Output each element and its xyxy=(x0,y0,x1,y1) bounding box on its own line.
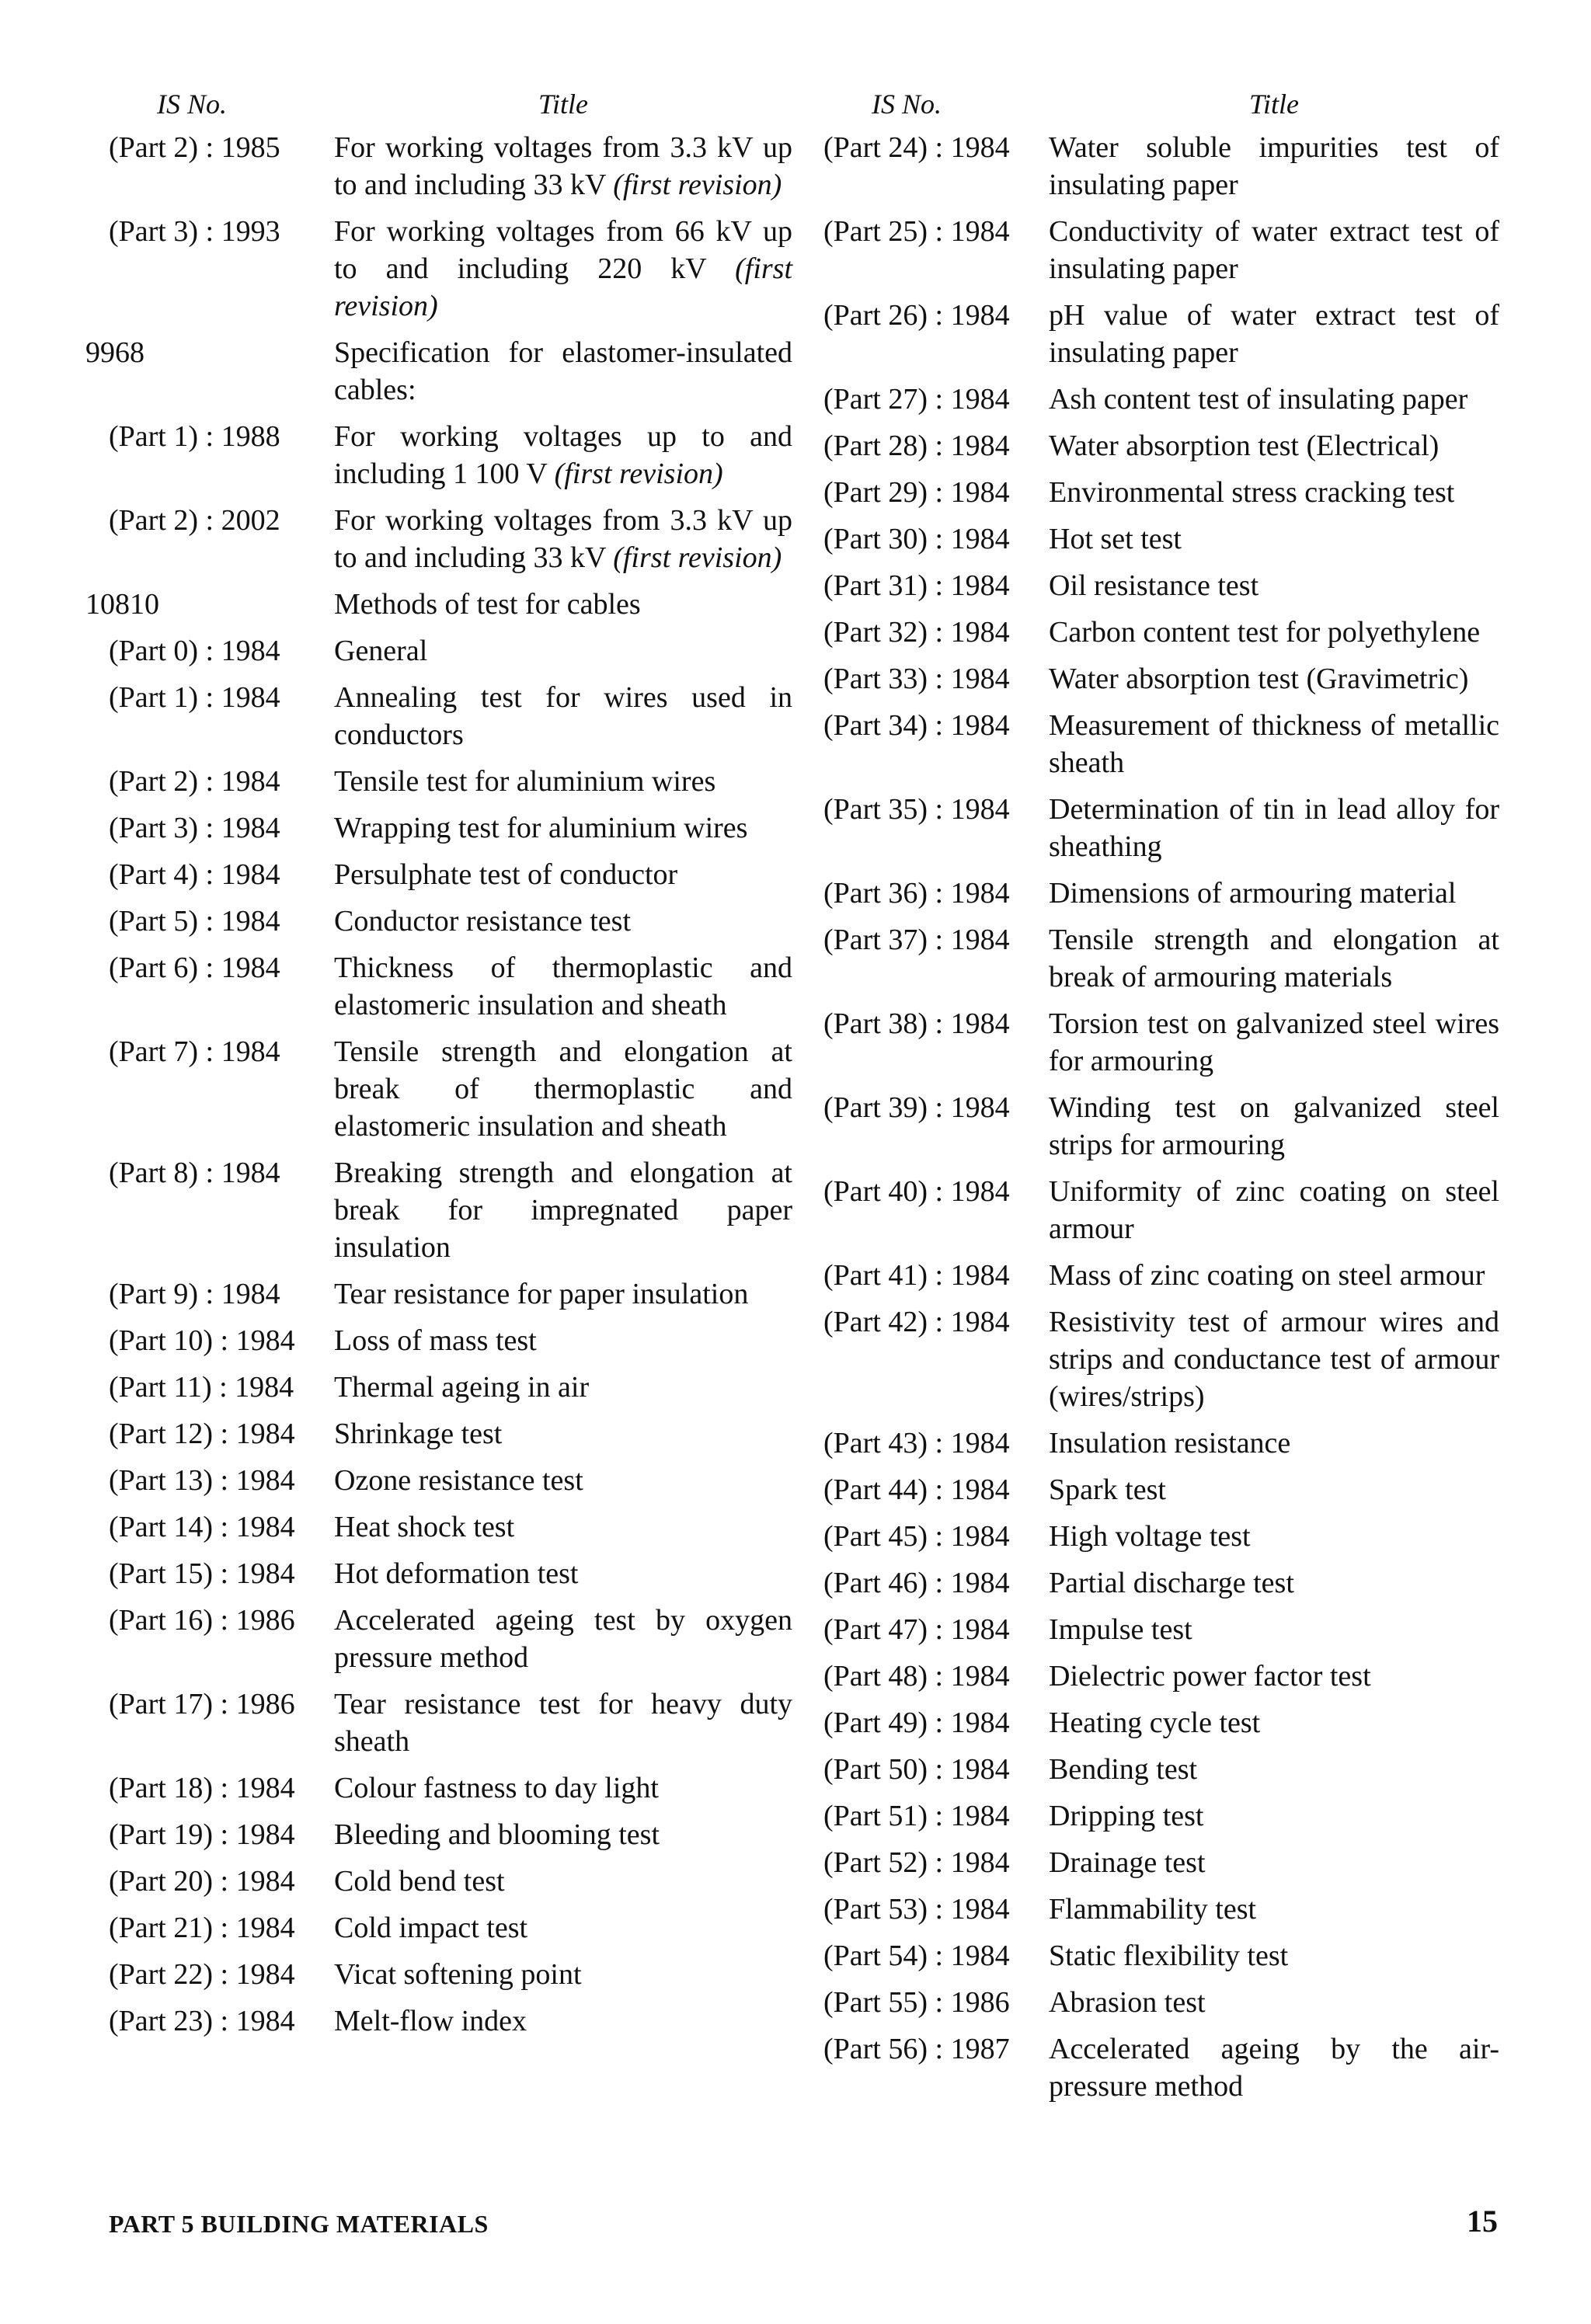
standard-entry xyxy=(109,418,792,492)
is-number: (Part 34) : 1984 xyxy=(823,709,1010,742)
title-text: Specification for elastomer-insulated cables: xyxy=(334,336,792,406)
standard-title xyxy=(1049,791,1499,865)
is-number: (Part 27) : 1984 xyxy=(823,383,1010,416)
is-number: (Part 43) : 1984 xyxy=(823,1427,1010,1459)
title-text: Dielectric power factor test xyxy=(1049,1660,1371,1693)
title-text: Tear resistance for paper insulation xyxy=(334,1278,749,1310)
standard-title xyxy=(1049,1471,1499,1508)
title-text: Mass of zinc coating on steel armour xyxy=(1049,1259,1485,1292)
title-text: Impulse test xyxy=(1049,1613,1192,1646)
standard-entry xyxy=(109,1369,792,1406)
standard-title xyxy=(334,1508,792,1546)
title-text: Loss of mass test xyxy=(334,1324,537,1357)
standard-entry xyxy=(823,614,1499,651)
is-number: (Part 56) : 1987 xyxy=(823,2033,1010,2065)
standard-title xyxy=(1049,1937,1499,1974)
standard-entry xyxy=(823,1518,1499,1555)
title-text: Static flexibility test xyxy=(1049,1940,1289,1972)
is-number: (Part 35) : 1984 xyxy=(823,793,1010,826)
standard-entry xyxy=(823,1751,1499,1788)
left-column xyxy=(85,87,793,2049)
standard-title xyxy=(334,1863,792,1900)
title-header: Title xyxy=(538,89,589,120)
standard-entry xyxy=(823,1797,1499,1835)
is-number: (Part 7) : 1984 xyxy=(109,1035,280,1068)
standard-title xyxy=(334,856,792,893)
standard-title xyxy=(1049,614,1499,651)
title-text: Tensile strength and elongation at break of thermoplastic and elastomeric insulation and sheath xyxy=(334,1035,792,1143)
title-text: Vicat softening point xyxy=(334,1958,582,1991)
is-number: (Part 18) : 1984 xyxy=(109,1772,295,1804)
standard-entry xyxy=(109,903,792,940)
right-column-header xyxy=(823,87,1499,121)
standard-entry xyxy=(823,1704,1499,1741)
standard-entry xyxy=(823,1564,1499,1602)
standard-title xyxy=(1049,1425,1499,1462)
standard-entry xyxy=(109,1602,792,1676)
title-text: Hot deformation test xyxy=(334,1557,579,1590)
standard-title xyxy=(334,1602,792,1676)
is-number: (Part 2) : 1984 xyxy=(109,765,280,798)
title-text: Winding test on galvanized steel strips for armouring xyxy=(1049,1091,1499,1161)
standard-entry xyxy=(109,1462,792,1499)
standard-entry xyxy=(823,1471,1499,1508)
standard-entry xyxy=(823,297,1499,371)
revision-note: (first revision) xyxy=(613,169,782,201)
title-text: Melt-flow index xyxy=(334,2005,527,2037)
title-text: Tensile test for aluminium wires xyxy=(334,765,716,798)
standard-title xyxy=(1049,875,1499,912)
is-number: (Part 8) : 1984 xyxy=(109,1157,280,1189)
standard-entry xyxy=(109,1154,792,1266)
title-text: Oil resistance test xyxy=(1049,569,1259,602)
is-number: (Part 5) : 1984 xyxy=(109,905,280,938)
standard-entry xyxy=(823,707,1499,781)
title-text: Cold impact test xyxy=(334,1912,528,1944)
is-number: (Part 23) : 1984 xyxy=(109,2005,295,2037)
is-number: (Part 15) : 1984 xyxy=(109,1557,295,1590)
standard-entry xyxy=(109,679,792,753)
standard-title xyxy=(1049,1257,1499,1294)
is-number: (Part 54) : 1984 xyxy=(823,1940,1010,1972)
title-text: Bleeding and blooming test xyxy=(334,1818,660,1851)
standard-entry xyxy=(823,567,1499,604)
title-text: Water absorption test (Electrical) xyxy=(1049,430,1440,462)
standard-title xyxy=(334,1769,792,1807)
title-text: Dimensions of armouring material xyxy=(1049,877,1457,910)
title-text: Measurement of thickness of metallic sheath xyxy=(1049,709,1499,779)
is-number: (Part 6) : 1984 xyxy=(109,952,280,984)
is-number: (Part 0) : 1984 xyxy=(109,635,280,667)
is-number: (Part 52) : 1984 xyxy=(823,1846,1010,1879)
is-number: (Part 25) : 1984 xyxy=(823,215,1010,248)
standard-title xyxy=(334,809,792,847)
standard-entry xyxy=(109,502,792,576)
standard-entry xyxy=(823,1303,1499,1415)
standard-entry xyxy=(109,1956,792,1993)
standard-title xyxy=(1049,1797,1499,1835)
is-number: (Part 29) : 1984 xyxy=(823,476,1010,509)
title-text: pH value of water extract test of insulating paper xyxy=(1049,299,1499,369)
title-text: Drainage test xyxy=(1049,1846,1206,1879)
standard-title xyxy=(334,129,792,204)
title-text: Hot set test xyxy=(1049,523,1182,555)
right-entry-list xyxy=(823,129,1499,2105)
standard-title xyxy=(1049,921,1499,996)
is-number: (Part 41) : 1984 xyxy=(823,1259,1010,1292)
is-number: (Part 24) : 1984 xyxy=(823,131,1010,164)
is-number: (Part 33) : 1984 xyxy=(823,663,1010,695)
standard-entry xyxy=(109,1863,792,1900)
standard-title xyxy=(334,679,792,753)
left-entry-list xyxy=(85,129,793,2040)
title-text: Bending test xyxy=(1049,1753,1198,1786)
standard-title xyxy=(1049,381,1499,418)
title-text: Accelerated ageing by the air-pressure method xyxy=(1049,2033,1499,2103)
standard-title xyxy=(1049,297,1499,371)
title-text: Breaking strength and elongation at break for impregnated paper insulation xyxy=(334,1157,792,1264)
standard-entry xyxy=(109,763,792,800)
title-text: Methods of test for cables xyxy=(334,588,641,621)
standard-entry xyxy=(109,1033,792,1145)
title-text: Insulation resistance xyxy=(1049,1427,1291,1459)
is-number: (Part 47) : 1984 xyxy=(823,1613,1010,1646)
title-text: Uniformity of zinc coating on steel armour xyxy=(1049,1175,1499,1245)
standard-title xyxy=(1049,1089,1499,1164)
is-number: 9968 xyxy=(85,336,144,369)
is-number: (Part 21) : 1984 xyxy=(109,1912,295,1944)
standard-title xyxy=(1049,1611,1499,1648)
title-text: Thickness of thermoplastic and elastomeric insulation and sheath xyxy=(334,952,792,1021)
standard-title xyxy=(1049,1564,1499,1602)
standard-entry xyxy=(109,856,792,893)
revision-note: (first revision) xyxy=(334,252,793,322)
title-text: For working voltages from 3.3 kV up to and including 33 kV xyxy=(334,131,792,201)
is-number: (Part 9) : 1984 xyxy=(109,1278,280,1310)
standard-entry xyxy=(823,1173,1499,1247)
is-number: (Part 12) : 1984 xyxy=(109,1418,295,1450)
standard-entry xyxy=(823,1937,1499,1974)
standard-entry xyxy=(109,1508,792,1546)
title-text: Torsion test on galvanized steel wires for armouring xyxy=(1049,1007,1499,1077)
standard-title xyxy=(334,1275,792,1313)
standard-entry xyxy=(823,1425,1499,1462)
standard-title xyxy=(1049,427,1499,464)
standard-entry xyxy=(109,632,792,670)
standard-title xyxy=(334,1909,792,1947)
standard-entry xyxy=(823,921,1499,996)
title-text: Spark test xyxy=(1049,1473,1166,1506)
standard-title xyxy=(1049,2030,1499,2105)
standard-title xyxy=(334,502,792,576)
is-number: (Part 51) : 1984 xyxy=(823,1800,1010,1832)
standard-title xyxy=(334,1033,792,1145)
standard-title xyxy=(1049,1984,1499,2021)
title-text: Partial discharge test xyxy=(1049,1567,1294,1599)
standard-title xyxy=(334,2002,792,2040)
is-number: (Part 2) : 1985 xyxy=(109,131,280,164)
is-number: (Part 48) : 1984 xyxy=(823,1660,1010,1693)
standard-title xyxy=(334,334,792,409)
is-number: (Part 39) : 1984 xyxy=(823,1091,1010,1124)
is-number: (Part 13) : 1984 xyxy=(109,1464,295,1497)
right-column xyxy=(823,87,1499,2114)
title-text: Ash content test of insulating paper xyxy=(1049,383,1468,416)
title-text: Annealing test for wires used in conductors xyxy=(334,681,792,751)
standard-title xyxy=(1049,660,1499,698)
standard-title xyxy=(334,632,792,670)
standard-title xyxy=(334,1369,792,1406)
title-text: Environmental stress cracking test xyxy=(1049,476,1455,509)
title-text: Carbon content test for polyethylene xyxy=(1049,616,1481,649)
title-text: Colour fastness to day light xyxy=(334,1772,659,1804)
standard-entry xyxy=(109,1686,792,1760)
standard-title xyxy=(1049,567,1499,604)
title-text: General xyxy=(334,635,428,667)
title-text: Accelerated ageing test by oxygen pressure method xyxy=(334,1604,792,1674)
is-number: (Part 45) : 1984 xyxy=(823,1520,1010,1553)
standard-title xyxy=(1049,1751,1499,1788)
standard-entry xyxy=(109,129,792,204)
standard-title xyxy=(1049,213,1499,287)
standard-title xyxy=(1049,520,1499,558)
is-number: (Part 31) : 1984 xyxy=(823,569,1010,602)
standard-entry xyxy=(823,1005,1499,1080)
standard-title xyxy=(334,1686,792,1760)
standard-entry xyxy=(823,2030,1499,2105)
is-number: (Part 55) : 1986 xyxy=(823,1986,1010,2019)
standard-entry xyxy=(109,949,792,1024)
is-number: (Part 26) : 1984 xyxy=(823,299,1010,332)
is-number: (Part 2) : 2002 xyxy=(109,504,280,537)
title-text: Cold bend test xyxy=(334,1865,505,1898)
standard-entry xyxy=(109,1555,792,1592)
footer-section-title: PART 5 BUILDING MATERIALS xyxy=(109,2210,489,2238)
title-text: Tensile strength and elongation at break of armouring materials xyxy=(1049,924,1499,993)
is-number: (Part 17) : 1986 xyxy=(109,1688,295,1720)
standard-title xyxy=(334,1555,792,1592)
standard-entry xyxy=(823,1844,1499,1881)
is-number: (Part 37) : 1984 xyxy=(823,924,1010,956)
standard-entry xyxy=(823,381,1499,418)
revision-note: (first revision) xyxy=(554,457,723,490)
title-text: Resistivity test of armour wires and strips and conductance test of armour (wires/strips) xyxy=(1049,1306,1499,1413)
title-text: Tear resistance test for heavy duty sheath xyxy=(334,1688,792,1758)
is-number: (Part 19) : 1984 xyxy=(109,1818,295,1851)
title-text: Heating cycle test xyxy=(1049,1706,1261,1739)
is-number: (Part 38) : 1984 xyxy=(823,1007,1010,1040)
is-number: (Part 1) : 1984 xyxy=(109,681,280,714)
standard-entry xyxy=(823,791,1499,865)
is-number: (Part 4) : 1984 xyxy=(109,858,280,891)
standard-title xyxy=(1049,129,1499,204)
standard-title xyxy=(1049,707,1499,781)
standard-entry xyxy=(823,660,1499,698)
standard-title xyxy=(1049,1844,1499,1881)
standard-title xyxy=(334,903,792,940)
is-number: (Part 22) : 1984 xyxy=(109,1958,295,1991)
standard-entry xyxy=(823,1611,1499,1648)
is-number: (Part 40) : 1984 xyxy=(823,1175,1010,1208)
title-text: For working voltages up to and including 1 100 V xyxy=(334,420,792,490)
is-number: (Part 3) : 1993 xyxy=(109,215,280,248)
standard-entry xyxy=(823,1089,1499,1164)
standard-entry xyxy=(109,1415,792,1452)
standard-entry xyxy=(85,586,792,623)
is-number: (Part 49) : 1984 xyxy=(823,1706,1010,1739)
standard-title xyxy=(1049,1005,1499,1080)
standard-entry xyxy=(823,1257,1499,1294)
title-text: Water absorption test (Gravimetric) xyxy=(1049,663,1469,695)
standard-entry xyxy=(109,1769,792,1807)
standard-entry xyxy=(823,213,1499,287)
title-header: Title xyxy=(1248,89,1300,120)
is-number: (Part 10) : 1984 xyxy=(109,1324,295,1357)
standard-entry xyxy=(823,875,1499,912)
standard-entry xyxy=(109,1322,792,1359)
title-text: Persulphate test of conductor xyxy=(334,858,678,891)
standard-entry xyxy=(823,474,1499,511)
is-number: (Part 20) : 1984 xyxy=(109,1865,295,1898)
title-text: Heat shock test xyxy=(334,1511,515,1543)
standard-title xyxy=(1049,1704,1499,1741)
title-text: Dripping test xyxy=(1049,1800,1204,1832)
is-number: (Part 11) : 1984 xyxy=(109,1371,294,1404)
standard-entry xyxy=(823,1891,1499,1928)
standard-entry xyxy=(109,809,792,847)
title-text: Water soluble impurities test of insulating paper xyxy=(1049,131,1499,201)
is-number: (Part 44) : 1984 xyxy=(823,1473,1010,1506)
title-text: Flammability test xyxy=(1049,1893,1257,1926)
is-number: (Part 46) : 1984 xyxy=(823,1567,1010,1599)
standard-title xyxy=(334,1322,792,1359)
is-number: (Part 3) : 1984 xyxy=(109,812,280,844)
standard-entry xyxy=(823,1984,1499,2021)
standard-title xyxy=(1049,1518,1499,1555)
standard-title xyxy=(1049,1658,1499,1695)
isno-header: IS No. xyxy=(872,89,942,120)
is-number: (Part 32) : 1984 xyxy=(823,616,1010,649)
page-number: 15 xyxy=(1467,2204,1498,2239)
title-text: Thermal ageing in air xyxy=(334,1371,590,1404)
is-number: (Part 42) : 1984 xyxy=(823,1306,1010,1338)
title-text: Conductor resistance test xyxy=(334,905,632,938)
left-column-header xyxy=(109,87,792,121)
standard-title xyxy=(1049,1303,1499,1415)
standard-title xyxy=(334,1415,792,1452)
title-text: Determination of tin in lead alloy for sheathing xyxy=(1049,793,1499,863)
standard-entry xyxy=(823,129,1499,204)
title-text: Wrapping test for aluminium wires xyxy=(334,812,748,844)
standard-entry xyxy=(85,334,792,409)
standard-title xyxy=(334,1154,792,1266)
standard-title xyxy=(334,1816,792,1853)
standard-title xyxy=(334,949,792,1024)
standard-title xyxy=(334,586,792,623)
standard-entry xyxy=(109,2002,792,2040)
standard-title xyxy=(334,213,792,325)
is-number: (Part 16) : 1986 xyxy=(109,1604,295,1637)
title-text: Abrasion test xyxy=(1049,1986,1206,2019)
standard-title xyxy=(334,1956,792,1993)
standard-title xyxy=(1049,1173,1499,1247)
is-number: (Part 30) : 1984 xyxy=(823,523,1010,555)
standard-entry xyxy=(109,213,792,325)
standard-entry xyxy=(109,1275,792,1313)
is-number: (Part 53) : 1984 xyxy=(823,1893,1010,1926)
standard-entry xyxy=(823,1658,1499,1695)
title-text: Shrinkage test xyxy=(334,1418,503,1450)
title-text: High voltage test xyxy=(1049,1520,1251,1553)
title-text: Ozone resistance test xyxy=(334,1464,583,1497)
title-text: For working voltages from 66 kV up to and including 220 kV xyxy=(334,215,792,285)
standard-title xyxy=(1049,1891,1499,1928)
is-number: (Part 1) : 1988 xyxy=(109,420,280,453)
is-number: (Part 28) : 1984 xyxy=(823,430,1010,462)
title-text: Conductivity of water extract test of insulating paper xyxy=(1049,215,1499,285)
standard-title xyxy=(334,763,792,800)
isno-header: IS No. xyxy=(157,89,227,120)
title-text: For working voltages from 3.3 kV up to and including 33 kV xyxy=(334,504,792,574)
standard-title xyxy=(334,418,792,492)
standard-entry xyxy=(823,520,1499,558)
standard-entry xyxy=(823,427,1499,464)
is-number: (Part 36) : 1984 xyxy=(823,877,1010,910)
standard-title xyxy=(334,1462,792,1499)
standard-entry xyxy=(109,1909,792,1947)
is-number: 10810 xyxy=(85,588,159,621)
standard-entry xyxy=(109,1816,792,1853)
is-number: (Part 14) : 1984 xyxy=(109,1511,295,1543)
revision-note: (first revision) xyxy=(613,541,782,574)
standard-title xyxy=(1049,474,1499,511)
is-number: (Part 50) : 1984 xyxy=(823,1753,1010,1786)
